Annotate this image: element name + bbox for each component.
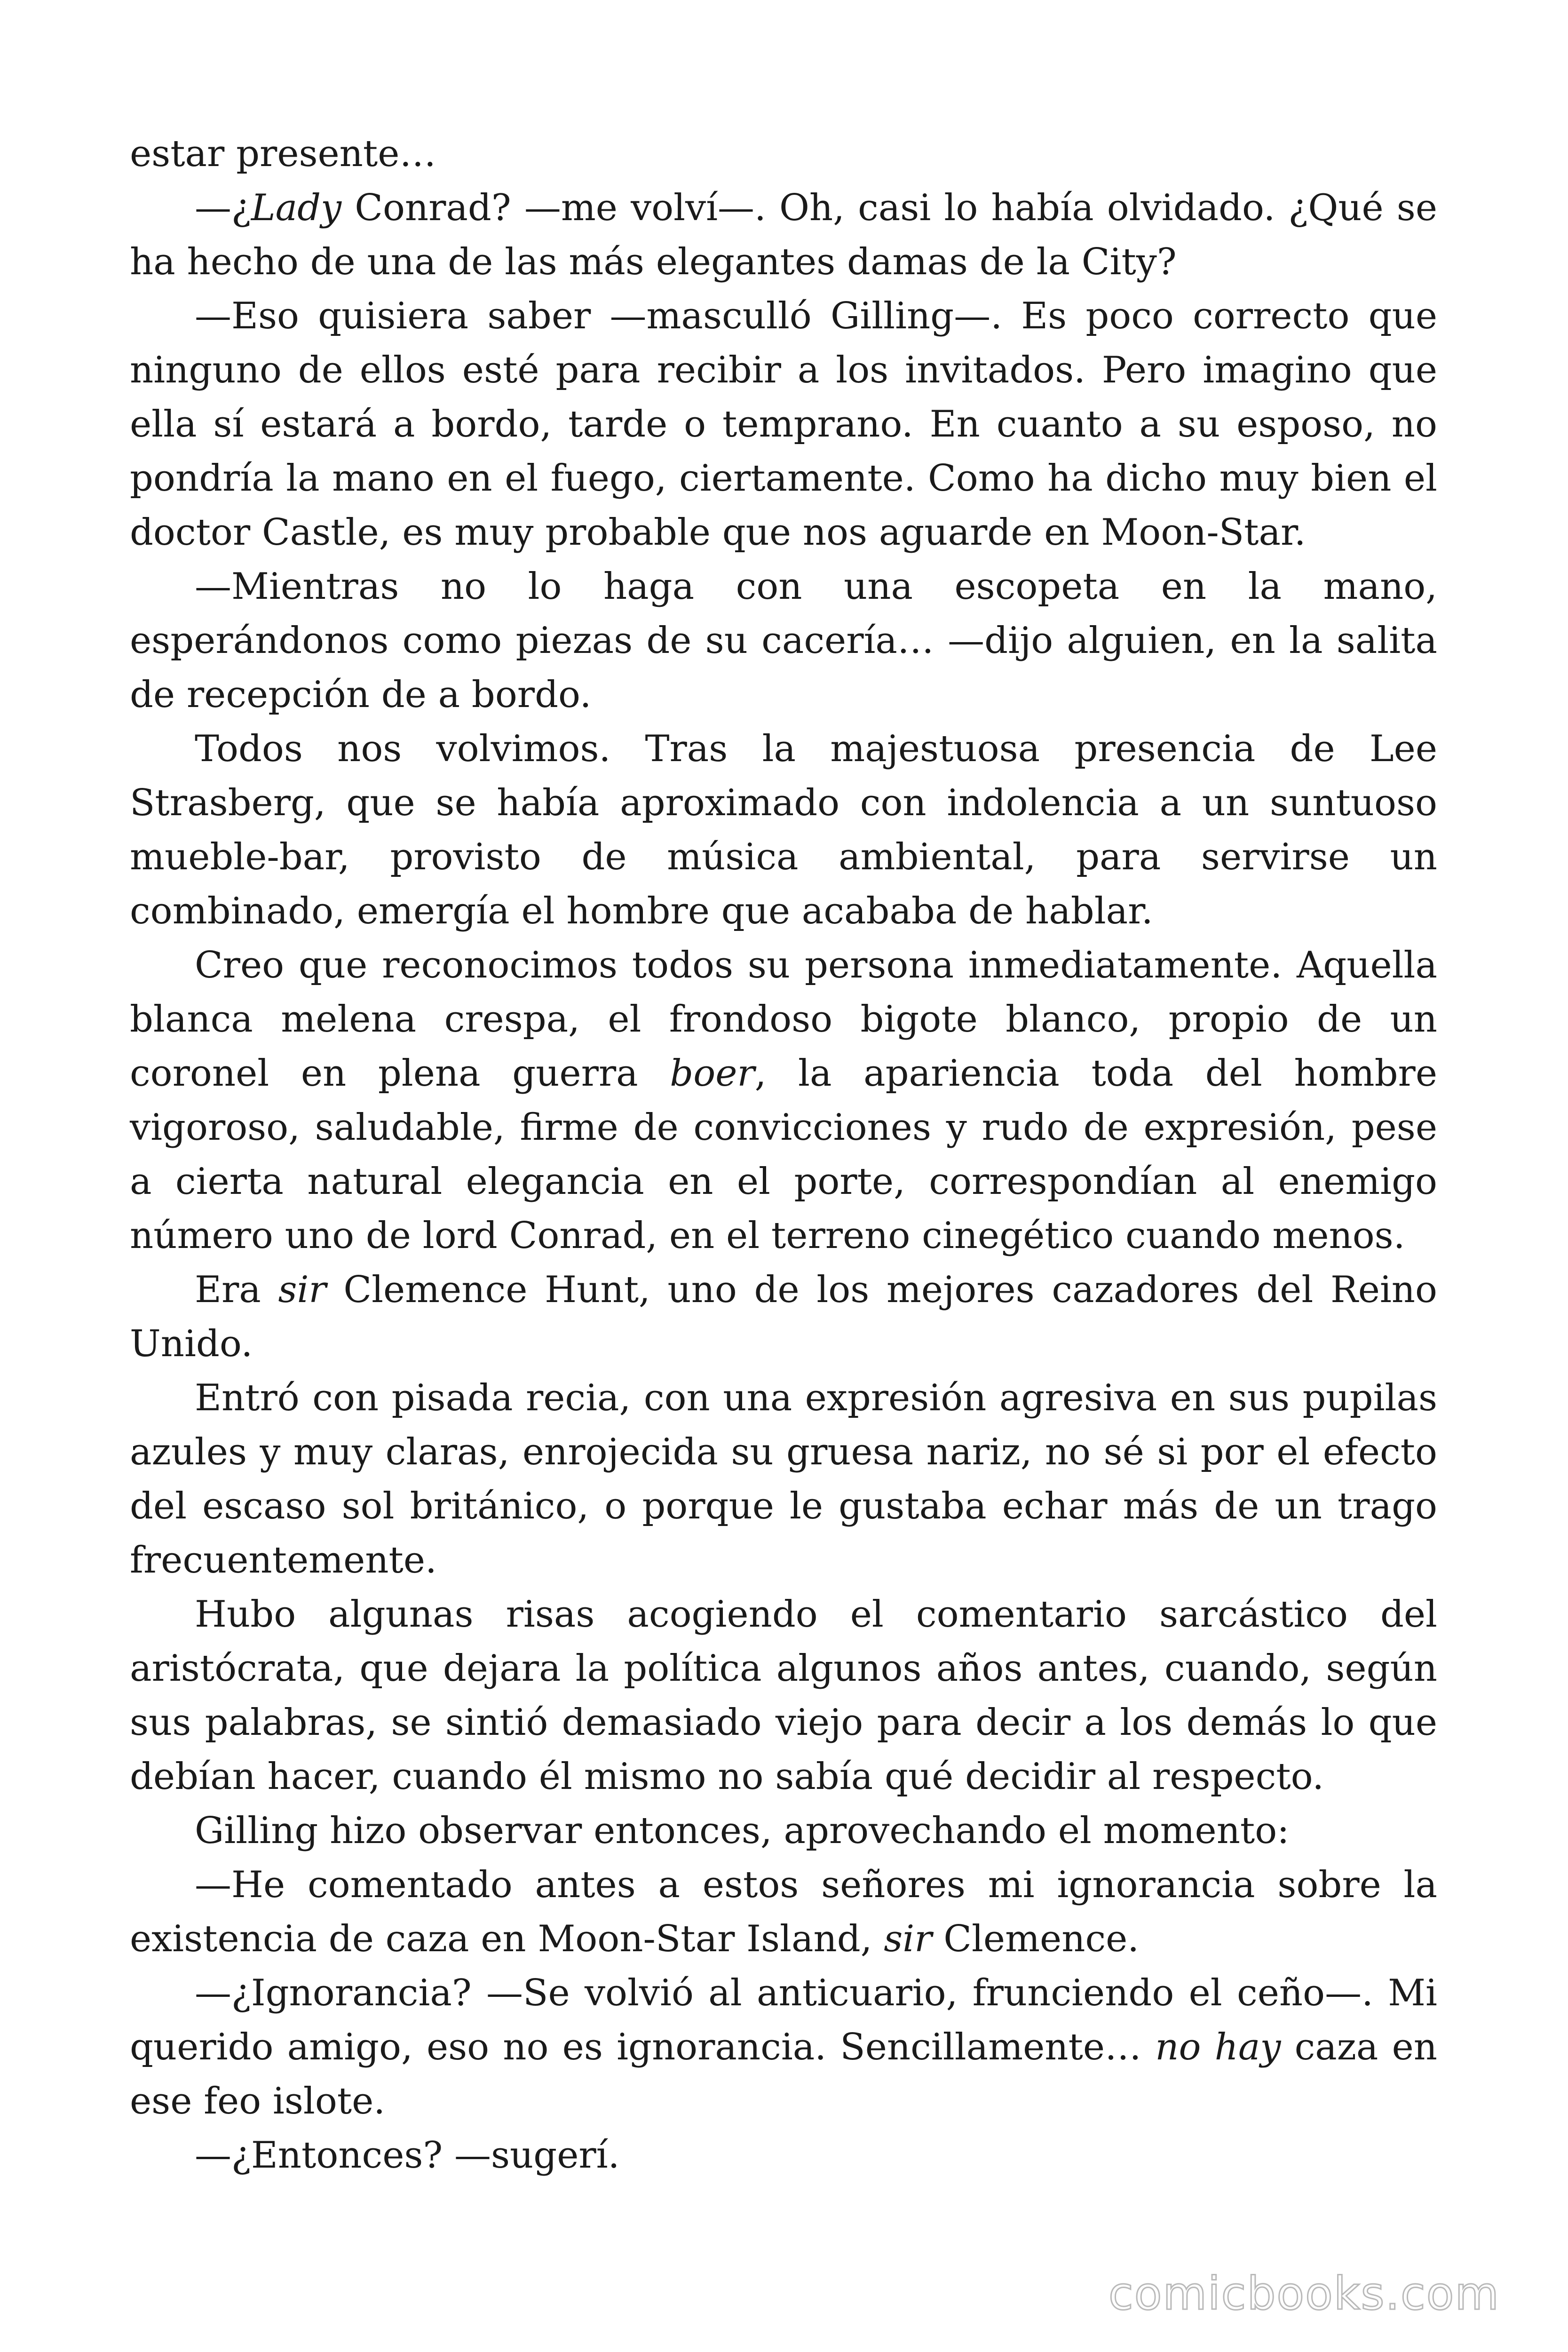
paragraph-4: —Mientras no lo haga con una escopeta en la mano, esperándonos como piezas de su cacería… —dijo alguien, en la salita de recepción de a bordo. [130, 565, 1437, 716]
paragraph-8: Entró con pisada recia, con una expresión agresiva en sus pupilas azules y muy claras, enrojecida su gruesa nariz, no sé si por el efecto del escaso sol británico, o porque le gustaba echar más de un trago frecuentemente. [130, 1377, 1437, 1581]
paragraph-10: Gilling hizo observar entonces, aprovechando el momento: [195, 1810, 1290, 1852]
paragraph-5: Todos nos volvimos. Tras la majestuosa presencia de Lee Strasberg, que se había aproximado con indolencia a un suntuoso mueble-bar, provisto de música ambiental, para servirse un combinado, emergía el hombre que acababa de hablar. [130, 728, 1437, 932]
paragraph-9: Hubo algunas risas acogiendo el comentario sarcástico del aristócrata, que dejara la política algunos años antes, cuando, según sus palabras, se sintió demasiado viejo para decir a los demás lo que debían hacer, cuando él mismo no sabía qué decidir al respecto. [130, 1593, 1437, 1798]
paragraph-7: Era sir Clemence Hunt, uno de los mejores cazadores del Reino Unido. [130, 1269, 1437, 1365]
paragraph-11: —He comentado antes a estos señores mi ignorancia sobre la existencia de caza en Moon-Star Island, sir Clemence. [130, 1864, 1437, 1960]
page-body [130, 127, 1437, 2183]
watermark: comicbooks.com [1108, 2267, 1500, 2320]
paragraph-6: Creo que reconocimos todos su persona inmediatamente. Aquella blanca melena crespa, el frondoso bigote blanco, propio de un coronel en plena guerra boer, la apariencia toda del hombre vigoroso, saludable, firme de convicciones y rudo de expresión, pese a cierta natural elegancia en el porte, correspondían al enemigo número uno de lord Conrad, en el terreno cinegético cuando menos. [130, 944, 1437, 1257]
paragraph-2: —¿Lady Conrad? —me volví—. Oh, casi lo había olvidado. ¿Qué se ha hecho de una de las más elegantes damas de la City? [130, 187, 1437, 283]
paragraph-12: —¿Ignorancia? —Se volvió al anticuario, frunciendo el ceño—. Mi querido amigo, eso no es ignorancia. Sencillamente… no hay caza en ese feo islote. [130, 1972, 1437, 2122]
paragraph-13: —¿Entonces? —sugerí. [195, 2134, 620, 2177]
paragraph-3: —Eso quisiera saber —masculló Gilling—. Es poco correcto que ninguno de ellos esté para recibir a los invitados. Pero imagino que ella sí estará a bordo, tarde o temprano. En cuanto a su esposo, no pondría la mano en el fuego, ciertamente. Como ha dicho muy bien el doctor Castle, es muy probable que nos aguarde en Moon-Star. [130, 295, 1437, 554]
paragraph-1: estar presente… [130, 133, 436, 175]
